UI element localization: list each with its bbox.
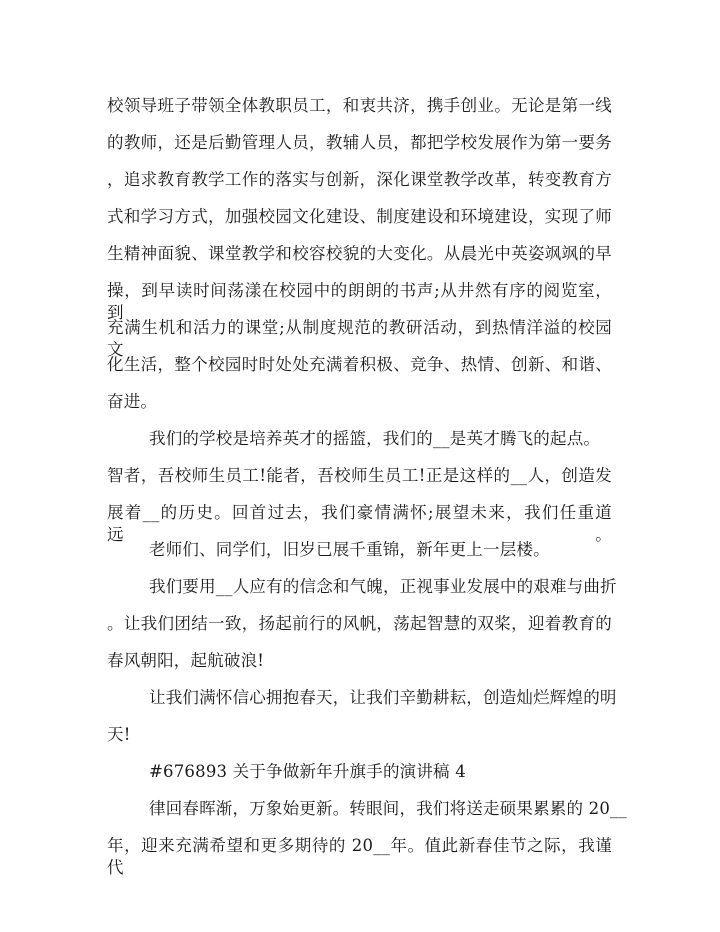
- paragraph-line: 式和学习方式，加强校园文化建设、制度建设和环境建设，实现了师: [107, 207, 612, 226]
- paragraph-line: 老师们、同学们，旧岁已展千重锦，新年更上一层楼。: [149, 540, 550, 559]
- paragraph-line: 操，到早读时间荡漾在校园中的朗朗的书声;从井然有序的阅览室，到: [107, 281, 612, 322]
- paragraph-line: ，追求教育教学工作的落实与创新，深化课堂教学改革，转变教育方: [107, 170, 612, 189]
- paragraph-line: 春风朝阳，起航破浪!: [107, 651, 265, 670]
- paragraph-line: 充满生机和活力的课堂;从制度规范的教研活动，到热情洋溢的校园文: [107, 318, 612, 359]
- paragraph-line: 律回春晖渐，万象始更新。转眼间，我们将送走硕果累累的 20__: [149, 799, 627, 818]
- paragraph-line: 奋进。: [107, 392, 158, 411]
- section-heading: #676893 关于争做新年升旗手的演讲稿 4: [149, 762, 466, 781]
- paragraph-line: 生精神面貌、课堂教学和校容校貌的大变化。从晨光中英姿飒飒的早: [107, 244, 612, 263]
- paragraph-line: 展着__的历史。回首过去，我们豪情满怀;展望未来，我们任重道远。: [107, 503, 612, 544]
- paragraph-line: 的教师，还是后勤管理人员，教辅人员，都把学校发展作为第一要务: [107, 133, 612, 152]
- paragraph-line: 智者，吾校师生员工!能者，吾校师生员工!正是这样的__人，创造发: [107, 466, 612, 485]
- paragraph-line: 。让我们团结一致，扬起前行的风帆，荡起智慧的双桨，迎着教育的: [107, 614, 612, 633]
- paragraph-line: 让我们满怀信心拥抱春天，让我们辛勤耕耘，创造灿烂辉煌的明: [149, 688, 617, 707]
- paragraph-line: 天!: [107, 725, 131, 744]
- paragraph-line: 化生活，整个校园时时处处充满着积极、竞争、热情、创新、和谐、: [107, 355, 612, 374]
- paragraph-line: 我们的学校是培养英才的摇篮，我们的__是英才腾飞的起点。: [149, 429, 601, 448]
- paragraph-line: 校领导班子带领全体教职员工，和衷共济，携手创业。无论是第一线: [107, 96, 612, 115]
- paragraph-line: 我们要用__人应有的信念和气魄，正视事业发展中的艰难与曲折: [149, 577, 617, 596]
- paragraph-line: 年，迎来充满希望和更多期待的 20__年。值此新春佳节之际，我谨代: [107, 836, 612, 877]
